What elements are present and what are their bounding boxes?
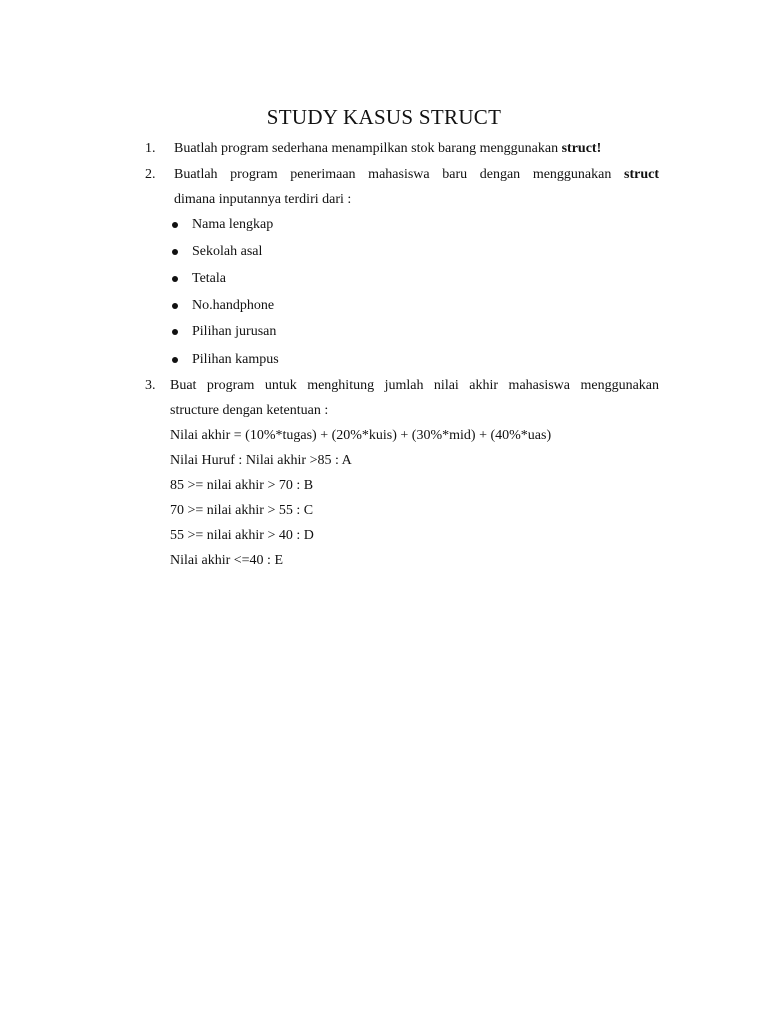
item-3-grade-c: 70 >= nilai akhir > 55 : C	[170, 503, 314, 518]
item-2-line-1	[174, 165, 659, 185]
bullet-dot	[172, 249, 178, 255]
item-2-line-1-bold: struct	[624, 167, 659, 182]
item-2-bullet-1: Nama lengkap	[192, 217, 274, 232]
bullet-dot	[172, 222, 178, 228]
item-2-line-1-plain: Buatlah program penerimaan mahasiswa baru dengan menggunakan	[174, 167, 612, 182]
item-2-bullet-2: Sekolah asal	[192, 244, 263, 259]
bullet-dot	[172, 329, 178, 335]
item-1-text	[174, 139, 601, 159]
item-3-grade-e: Nilai akhir <=40 : E	[170, 553, 283, 568]
bullet-dot	[172, 276, 178, 282]
item-2-number: 2.	[145, 167, 156, 182]
item-3-line-2: structure dengan ketentuan :	[170, 403, 329, 418]
item-3-grade-a: Nilai Huruf : Nilai akhir >85 : A	[170, 453, 352, 468]
item-3-line-1: Buat program untuk menghitung jumlah nilai akhir mahasiswa menggunakan	[170, 378, 659, 393]
bullet-dot	[172, 303, 178, 309]
item-1-text-bold: struct!	[561, 141, 602, 156]
item-2-bullet-6: Pilihan kampus	[192, 352, 279, 367]
item-1-number: 1.	[145, 141, 156, 156]
document-title: STUDY KASUS STRUCT	[266, 105, 502, 129]
item-2-bullet-3: Tetala	[192, 271, 226, 286]
item-3-grade-b: 85 >= nilai akhir > 70 : B	[170, 478, 314, 493]
item-3-grade-d: 55 >= nilai akhir > 40 : D	[170, 528, 314, 543]
item-1-text-plain: Buatlah program sederhana menampilkan stok barang menggunakan	[174, 141, 559, 156]
item-2-bullet-4: No.handphone	[192, 298, 275, 313]
bullet-dot	[172, 357, 178, 363]
item-3-formula: Nilai akhir = (10%*tugas) + (20%*kuis) + (30%*mid) + (40%*uas)	[170, 428, 552, 443]
item-2-line-2: dimana inputannya terdiri dari :	[174, 192, 352, 207]
item-3-number: 3.	[145, 378, 156, 393]
item-2-bullet-5: Pilihan jurusan	[192, 324, 277, 339]
